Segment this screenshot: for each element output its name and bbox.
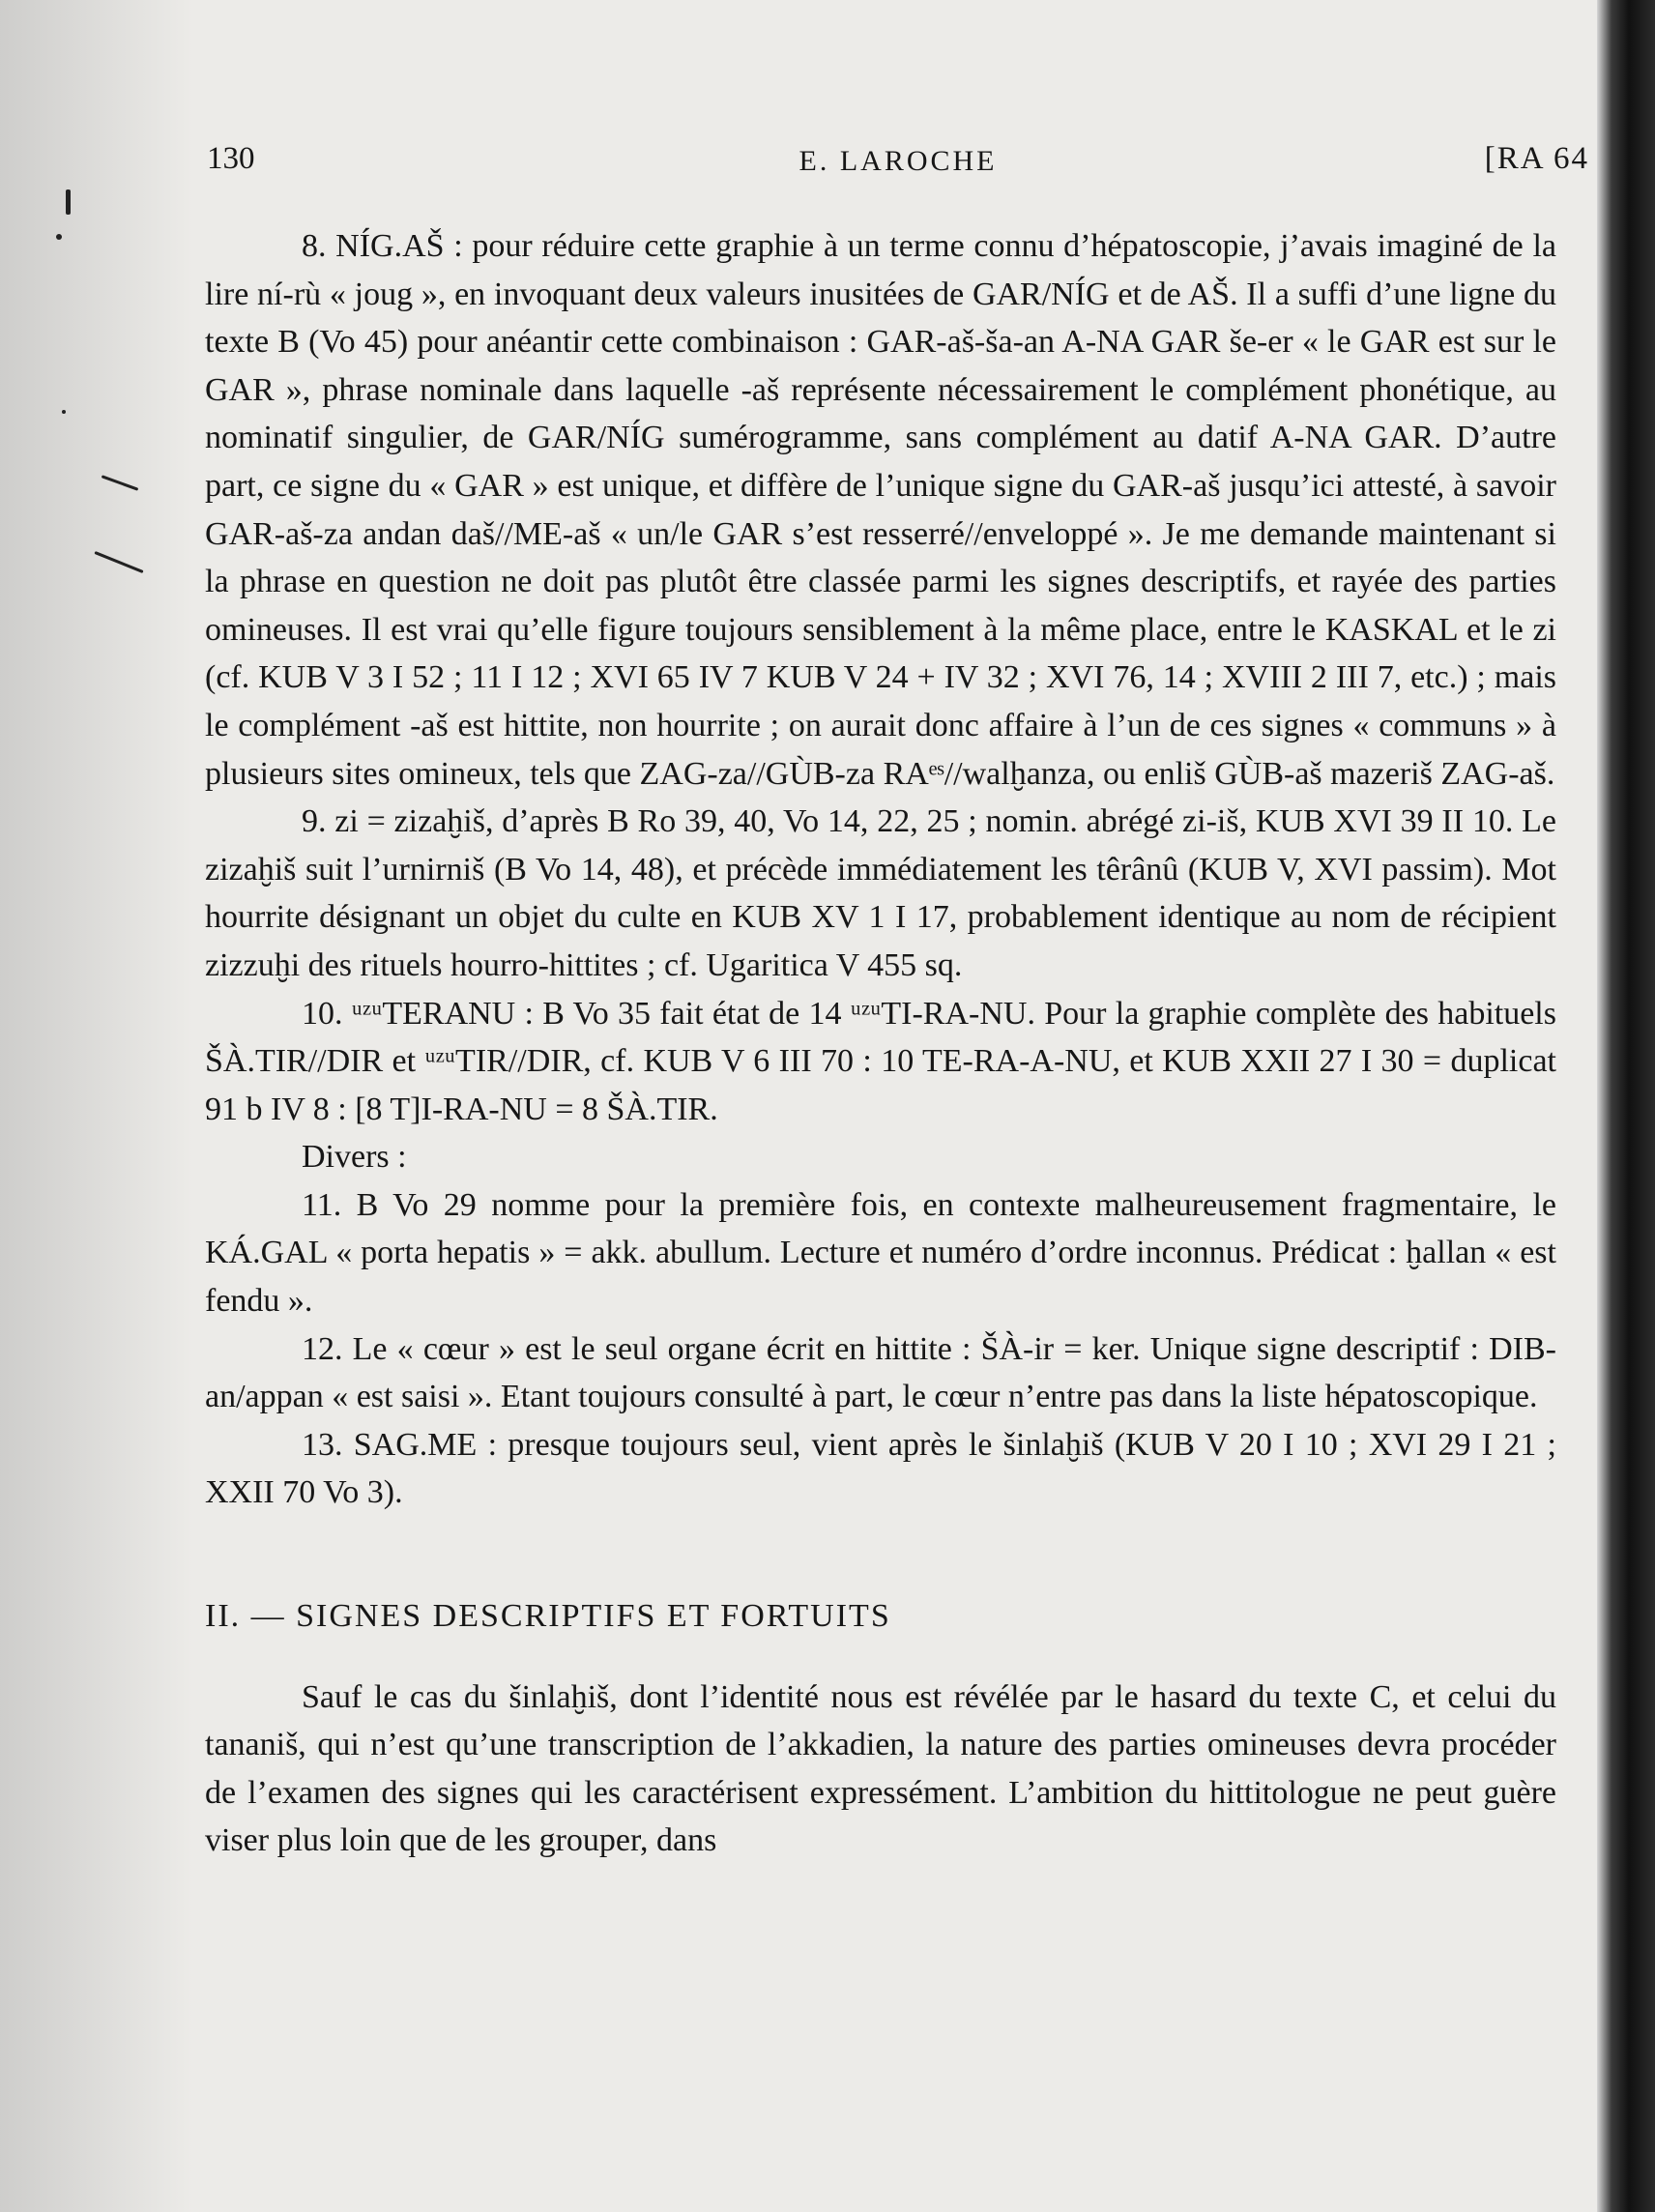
article-body xyxy=(205,222,1556,1865)
scan-speck xyxy=(62,410,66,414)
paragraph-divers: Divers : xyxy=(302,1139,407,1176)
paragraph-section-intro: Sauf le cas du šinlaḫiš, dont l’identité nous est révélée par le hasard du texte C, et celui du tananiš, qui n’est qu’une transcription de l’akkadien, la nature des parties omineuses devra procéder de l’examen des signes qui les caractérisent expressément. L’ambition du hittitologue ne peut guère viser plus loin que de les grouper, dans xyxy=(205,1678,1556,1859)
section-title: II. — SIGNES DESCRIPTIFS ET FORTUITS xyxy=(205,1598,891,1635)
right-binding-edge xyxy=(1597,0,1655,2212)
journal-reference: [RA 64 xyxy=(1484,141,1589,176)
scan-speck xyxy=(66,189,71,215)
paragraph-item-12: 12. Le « cœur » est le seul organe écrit en hittite : ŠÀ-ir = ker. Unique signe descriptif : DIB-an/appan « est saisi ». Etant toujours consulté à part, le cœur n’entre pas dans la liste hépatoscopique. xyxy=(205,1330,1556,1415)
scan-speck xyxy=(56,234,62,240)
paragraph-item-10: 10. ᵘᶻᵘTERANU : B Vo 35 fait état de 14 ᵘᶻᵘTI-RA-NU. Pour la graphie complète des habituels ŠÀ.TIR//DIR et ᵘᶻᵘTIR//DIR, cf. KUB V 6 III 70 : 10 TE-RA-A-NU, et KUB XXII 27 I 30 = duplicat 91 b IV 8 : [8 T]I-RA-NU = 8 ŠÀ.TIR. xyxy=(205,995,1556,1127)
paragraph-item-8: 8. NÍG.AŠ : pour réduire cette graphie à un terme connu d’hépatoscopie, j’avais imaginé de la lire ní-rù « joug », en invoquant deux valeurs inusitées de GAR/NÍG et de AŠ. Il a suffi d’une ligne du texte B (Vo 45) pour anéantir cette combinaison : GAR-aš-ša-an A-NA GAR še-er « le GAR est sur le GAR », phrase nominale dans laquelle -aš représente nécessairement le complément phonétique, au nominatif singulier, de GAR/NÍG sumérogramme, sans complément au datif A-NA GAR. D’autre part, ce signe du « GAR » est unique, et diffère de l’unique signe du GAR-aš jusqu’ici attesté, à savoir GAR-aš-za andan daš//ME-aš « un/le GAR s’est resserré//enveloppé ». Je me demande maintenant si la phrase en question ne doit pas plutôt être classée parmi les signes descriptifs, et rayée des parties omineuses. Il est vrai qu’elle figure toujours sensiblement à la même place, entre le KASKAL et le zi (cf. KUB V 3 I 52 ; 11 I 12 ; XVI 65 IV 7 KUB V 24 + IV 32 ; XVI 76, 14 ; XVIII 2 III 7, etc.) ; mais le complément -aš est hittite, non hourrite ; on aurait donc affaire à l’un de ces signes « communs » à plusieurs sites omineux, tels que ZAG-za//GÙB-za RAᵉˢ//walḫanza, ou enliš GÙB-aš mazeriš ZAG-aš. xyxy=(205,228,1556,792)
running-author: E. LAROCHE xyxy=(798,145,998,177)
running-header xyxy=(207,141,1589,189)
left-page-shadow xyxy=(0,0,193,2212)
paragraph-item-13: 13. SAG.ME : presque toujours seul, vient après le šinlaḫiš (KUB V 20 I 10 ; XVI 29 I 21 ; XXII 70 Vo 3). xyxy=(205,1426,1556,1511)
page-number: 130 xyxy=(207,141,255,176)
paragraph-item-9: 9. zi = zizaḫiš, d’après B Ro 39, 40, Vo 14, 22, 25 ; nomin. abrégé zi-iš, KUB XVI 39 II 10. Le zizaḫiš suit l’urnirniš (B Vo 14, 48), et précède immédiatement les têrânû (KUB V, XVI passim). Mot hourrite désignant un objet du culte en KUB XV 1 I 17, probablement identique au nom de récipient zizzuḫi des rituels hourro-hittites ; cf. Ugaritica V 455 sq. xyxy=(205,803,1556,983)
paragraph-item-11: 11. B Vo 29 nomme pour la première fois, en contexte malheureusement fragmentaire, le KÁ.GAL « porta hepatis » = akk. abullum. Lecture et numéro d’ordre inconnus. Prédicat : ḫallan « est fendu ». xyxy=(205,1186,1556,1320)
